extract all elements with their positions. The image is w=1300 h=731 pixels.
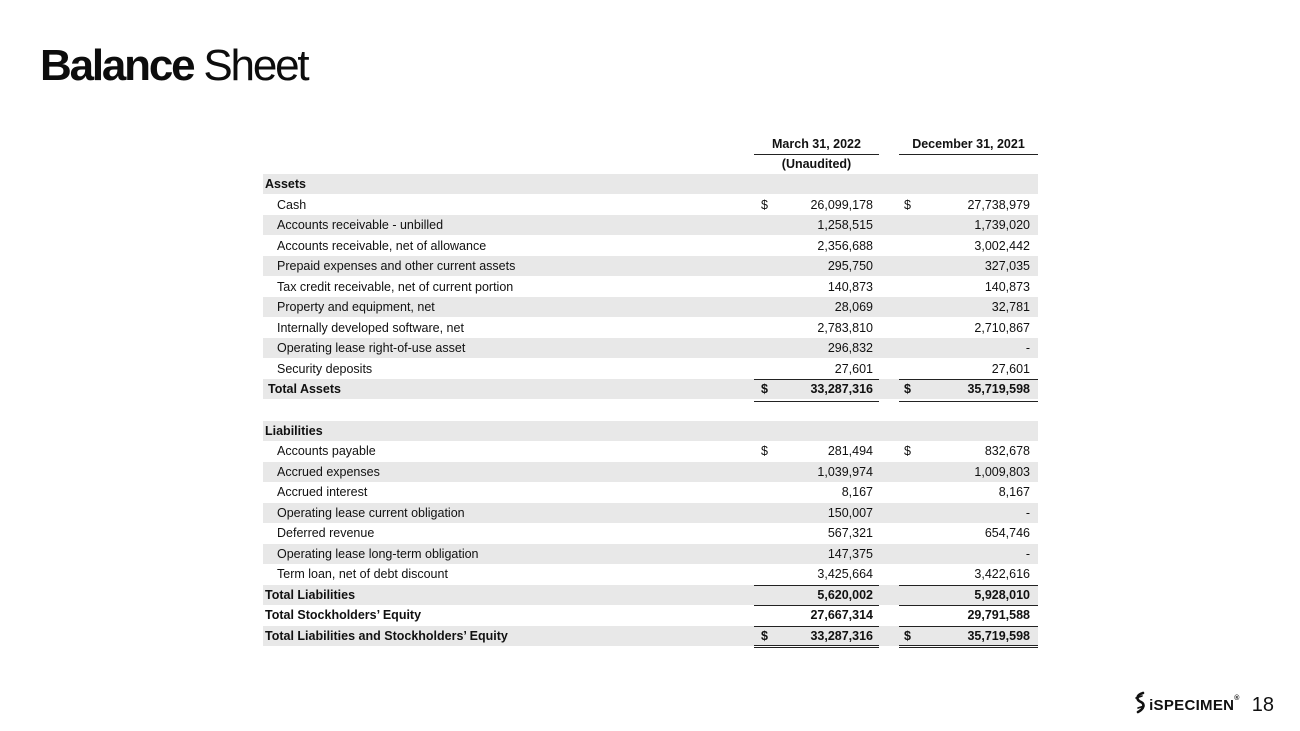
brand-logo xyxy=(1133,691,1240,720)
brand-text: iSPECIMEN xyxy=(1149,696,1235,714)
value-march-2022: 150,007 xyxy=(827,505,873,520)
row-label: Property and equipment, net xyxy=(277,300,435,314)
value-march-2022: 296,832 xyxy=(827,341,873,355)
value-march-2022: 147,375 xyxy=(827,546,873,561)
dollar-sign: $ xyxy=(904,197,911,212)
value-december-2021: - xyxy=(1025,546,1030,561)
rule xyxy=(754,605,879,606)
rule xyxy=(899,585,1038,586)
title-regular: Sheet xyxy=(203,41,308,90)
row-label: Accounts receivable, net of allowance xyxy=(277,238,487,253)
value-december-2021: 27,738,979 xyxy=(967,197,1030,212)
row-label: Security deposits xyxy=(277,361,373,376)
value-december-2021: 1,009,803 xyxy=(974,464,1030,479)
row-label: Operating lease right-of-use asset xyxy=(277,341,466,355)
balance-sheet-table xyxy=(263,134,1038,646)
value-december-2021: 832,678 xyxy=(984,444,1030,458)
table-row xyxy=(263,236,1038,257)
value-december-2021: 27,601 xyxy=(991,361,1030,376)
section-label: Assets xyxy=(265,177,306,191)
assets-rows xyxy=(263,195,1038,380)
value-december-2021: 3,422,616 xyxy=(974,567,1030,581)
row-label: Total Assets xyxy=(268,382,341,396)
table-row xyxy=(263,441,1038,462)
value-december-2021: 327,035 xyxy=(984,259,1030,273)
table-row xyxy=(263,564,1038,585)
value-december-2021: 3,002,442 xyxy=(974,238,1030,253)
table-row xyxy=(263,359,1038,380)
section-label: Liabilities xyxy=(265,423,323,438)
value-december-2021: 654,746 xyxy=(984,526,1030,540)
double-rule xyxy=(899,399,1038,402)
value-march-2022: 2,356,688 xyxy=(817,238,873,253)
value-december-2021: 5,928,010 xyxy=(974,587,1030,602)
dollar-sign: $ xyxy=(761,628,768,643)
row-label: Accounts receivable - unbilled xyxy=(277,218,444,232)
ispecimen-logo-icon xyxy=(1133,691,1147,720)
table-row xyxy=(263,462,1038,483)
row-label: Accrued interest xyxy=(277,485,368,499)
rule xyxy=(754,626,879,627)
double-rule xyxy=(754,399,879,402)
value-march-2022: 3,425,664 xyxy=(817,567,873,581)
value-december-2021: 8,167 xyxy=(998,485,1030,499)
brand-name xyxy=(1149,694,1240,714)
value-december-2021: 32,781 xyxy=(991,300,1030,314)
value-march-2022: 1,258,515 xyxy=(817,218,873,232)
row-label: Deferred revenue xyxy=(277,526,375,540)
rule xyxy=(899,626,1038,627)
value-december-2021: - xyxy=(1025,505,1030,520)
row-label: Accounts payable xyxy=(277,444,376,458)
total-assets-row xyxy=(263,379,1038,400)
page-number: 18 xyxy=(1251,693,1274,716)
dollar-sign: $ xyxy=(761,382,768,396)
row-label: Term loan, net of debt discount xyxy=(277,567,448,581)
table-row xyxy=(263,318,1038,339)
table-row xyxy=(263,297,1038,318)
value-march-2022: 8,167 xyxy=(841,485,873,499)
column-header-december-2021: December 31, 2021 xyxy=(899,134,1038,155)
row-label: Operating lease long-term obligation xyxy=(277,546,479,561)
column-subheader-unaudited: (Unaudited) xyxy=(754,154,879,175)
dollar-sign: $ xyxy=(904,628,911,643)
rule xyxy=(754,585,879,586)
value-march-2022: 28,069 xyxy=(834,300,873,314)
row-label: Total Liabilities and Stockholders’ Equity xyxy=(265,628,508,643)
value-march-2022: 140,873 xyxy=(827,279,873,294)
column-header-march-2022: March 31, 2022 xyxy=(754,134,879,155)
dollar-sign: $ xyxy=(761,197,768,212)
table-row xyxy=(263,195,1038,216)
value-march-2022: 33,287,316 xyxy=(810,382,873,396)
row-label: Internally developed software, net xyxy=(277,320,464,335)
dollar-sign: $ xyxy=(904,444,911,458)
value-december-2021: - xyxy=(1025,341,1030,355)
page-title xyxy=(40,38,307,94)
slide-footer xyxy=(1133,690,1274,720)
value-december-2021: 29,791,588 xyxy=(967,608,1030,622)
double-rule xyxy=(899,645,1038,648)
registered-mark: ® xyxy=(1234,694,1240,702)
value-march-2022: 2,783,810 xyxy=(817,320,873,335)
column-subheader-row xyxy=(263,154,1038,174)
row-label: Prepaid expenses and other current assets xyxy=(277,259,516,273)
section-spacer xyxy=(263,400,1038,421)
row-label: Total Stockholders’ Equity xyxy=(265,608,422,622)
value-march-2022: 567,321 xyxy=(827,526,873,540)
value-march-2022: 33,287,316 xyxy=(810,628,873,643)
value-march-2022: 1,039,974 xyxy=(817,464,873,479)
value-march-2022: 295,750 xyxy=(827,259,873,273)
value-december-2021: 1,739,020 xyxy=(974,218,1030,232)
value-march-2022: 5,620,002 xyxy=(817,587,873,602)
table-row xyxy=(263,256,1038,277)
total-liabilities-and-equity-row xyxy=(263,626,1038,647)
table-row xyxy=(263,482,1038,503)
value-march-2022: 281,494 xyxy=(827,444,873,458)
table-row xyxy=(263,503,1038,524)
dollar-sign: $ xyxy=(761,444,768,458)
total-liabilities-row xyxy=(263,585,1038,606)
row-label: Accrued expenses xyxy=(277,464,380,479)
row-label: Cash xyxy=(277,197,307,212)
value-march-2022: 27,601 xyxy=(834,361,873,376)
rule xyxy=(899,605,1038,606)
value-december-2021: 2,710,867 xyxy=(974,320,1030,335)
rule xyxy=(899,379,1038,380)
row-label: Operating lease current obligation xyxy=(277,505,465,520)
total-equity-row xyxy=(263,605,1038,626)
table-row xyxy=(263,523,1038,544)
table-row xyxy=(263,338,1038,359)
value-december-2021: 35,719,598 xyxy=(967,628,1030,643)
section-header-liabilities xyxy=(263,421,1038,442)
table-row xyxy=(263,215,1038,236)
section-header-assets xyxy=(263,174,1038,195)
liabilities-rows xyxy=(263,441,1038,585)
value-december-2021: 35,719,598 xyxy=(967,382,1030,396)
row-label: Tax credit receivable, net of current portion xyxy=(277,279,514,294)
column-header-row xyxy=(263,134,1038,154)
title-bold: Balance xyxy=(40,41,194,90)
double-rule xyxy=(754,645,879,648)
rule xyxy=(754,379,879,380)
table-row xyxy=(263,277,1038,298)
dollar-sign: $ xyxy=(904,382,911,396)
value-december-2021: 140,873 xyxy=(984,279,1030,294)
value-march-2022: 27,667,314 xyxy=(810,608,873,622)
value-march-2022: 26,099,178 xyxy=(810,197,873,212)
row-label: Total Liabilities xyxy=(265,587,356,602)
table-row xyxy=(263,544,1038,565)
